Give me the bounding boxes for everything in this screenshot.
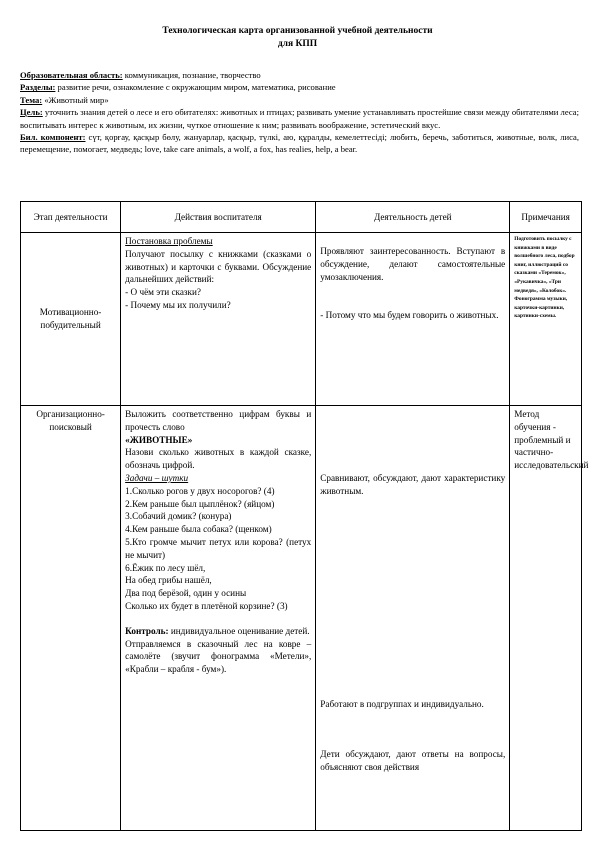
teacher-question: - О чём эти сказки? bbox=[125, 287, 202, 298]
children-text: Дети обсуждают, дают ответы на вопросы, объясняют своя действия bbox=[320, 749, 506, 773]
children-text: Проявляют заинтересованность. Вступают в обсуждение, делают самостоятельные умозаключения. bbox=[320, 246, 506, 282]
keyword: «ЖИВОТНЫЕ» bbox=[125, 434, 193, 445]
lesson-plan-table bbox=[20, 201, 589, 831]
lesson-intro bbox=[20, 69, 579, 156]
control-label: Контроль: bbox=[125, 625, 169, 636]
table-row bbox=[21, 233, 582, 406]
educational-area-label: Образовательная область: bbox=[20, 70, 123, 80]
table-row bbox=[21, 406, 582, 831]
table-header-row bbox=[21, 202, 582, 233]
topic bbox=[20, 94, 579, 106]
task-item: На обед грибы нашёл, bbox=[125, 575, 212, 586]
sections bbox=[20, 81, 579, 93]
task-item: 1.Сколько рогов у двух носорогов? (4) bbox=[125, 485, 275, 496]
header-teacher: Действия воспитателя bbox=[121, 202, 316, 233]
teacher-question: - Почему мы их получили? bbox=[125, 299, 231, 310]
children-text: Работают в подгруппах и индивидуально. bbox=[320, 698, 484, 709]
header-stage: Этап деятельности bbox=[21, 202, 121, 233]
task-item: Два под берёзой, один у осины bbox=[125, 588, 247, 599]
stage-cell: Организационно-поисковый bbox=[21, 406, 121, 831]
control-text: индивидуальное оценивание детей. bbox=[168, 625, 310, 636]
teacher-text: Отправляемся в сказочный лес на ковре – самолёте (звучит фонограмма «Метели», «Крабли – крабля - бум»). bbox=[125, 638, 312, 675]
bilingual-text: сүт, қорғау, қасқыр бөлу, жануарлар, қасқыр, түлкі, аю, құралды, кемелеттесіді; любить, беречь, заботиться, животные, волк, лиса, перемещение, помогает, медведь; love, take care animals, a wolf, a fox, has realies, help, a bear. bbox=[20, 132, 579, 155]
topic-label: Тема: bbox=[20, 94, 43, 105]
document-subtitle: для КПП bbox=[277, 39, 318, 49]
task-item: 4.Кем раньше была собака? (щенком) bbox=[125, 524, 272, 535]
topic-text: «Животный мир» bbox=[42, 94, 109, 105]
notes-cell: Метод обучения - проблемный и частично-исследовательский bbox=[510, 406, 582, 831]
children-text: Сравнивают, обсуждают, дают характеристику животным. bbox=[320, 473, 506, 496]
children-cell bbox=[316, 406, 510, 831]
tasks-label: Задачи – шутки bbox=[125, 472, 189, 483]
teacher-text: Выложить соответственно цифрам буквы и прочесть слово bbox=[125, 409, 312, 432]
notes-cell: Подготовить посылку с книжками в виде волшебного леса, подбор книг, иллюстраций со сказками «Теремок», «Рукавичка», «Три медведя», «Колобок». Фонограмма музыки, карточки-картинки, картинки-схемы. bbox=[510, 233, 582, 406]
teacher-text: Получают посылку с книжками (сказками о животных) и карточки с буквами. Обсуждение дальнейших действий: bbox=[125, 248, 312, 285]
goals-text: уточнить знания детей о лесе и его обитателях: животных и птицах; развивать умение устанавливать простейшие связи между обитателями леса; воспитывать интерес к животным, их жизни, чуткое отношение к ним; развивать воображение, эстетический вкус. bbox=[20, 107, 579, 130]
bilingual-label: Бил. компонент: bbox=[20, 132, 86, 143]
task-item: Сколько их будет в плетёной корзине? (3) bbox=[125, 600, 288, 611]
educational-area bbox=[20, 69, 579, 81]
bilingual-component bbox=[20, 131, 579, 156]
header-children: Деятельность детей bbox=[316, 202, 510, 233]
task-item: 6.Ёжик по лесу шёл, bbox=[125, 562, 206, 573]
document-title: Технологическая карта организованной учебной деятельности bbox=[162, 26, 433, 36]
educational-area-text: коммуникация, познание, творчество bbox=[122, 70, 261, 80]
task-item: 3.Собачий домик? (конура) bbox=[125, 511, 232, 522]
children-cell bbox=[316, 233, 510, 406]
teacher-cell bbox=[121, 233, 316, 406]
control bbox=[125, 625, 311, 638]
teacher-heading: Постановка проблемы bbox=[125, 236, 213, 246]
teacher-text: Назови сколько животных в каждой сказке, обозначь цифрой. bbox=[125, 447, 312, 471]
children-text: - Потому что мы будем говорить о животных. bbox=[320, 310, 499, 321]
goals-label: Цель: bbox=[20, 107, 43, 118]
header-notes: Примечания bbox=[510, 202, 582, 233]
goals bbox=[20, 106, 579, 131]
teacher-cell bbox=[121, 406, 316, 831]
task-item: 5.Кто громче мычит петух или корова? (петух не мычит) bbox=[125, 536, 312, 560]
task-item: 2.Кем раньше был цыплёнок? (яйцом) bbox=[125, 498, 275, 509]
sections-text: развитие речи, ознакомление с окружающим миром, математика, рисование bbox=[55, 82, 336, 93]
stage-cell: Мотивационно-побудительный bbox=[21, 233, 121, 406]
sections-label: Разделы: bbox=[20, 82, 56, 93]
